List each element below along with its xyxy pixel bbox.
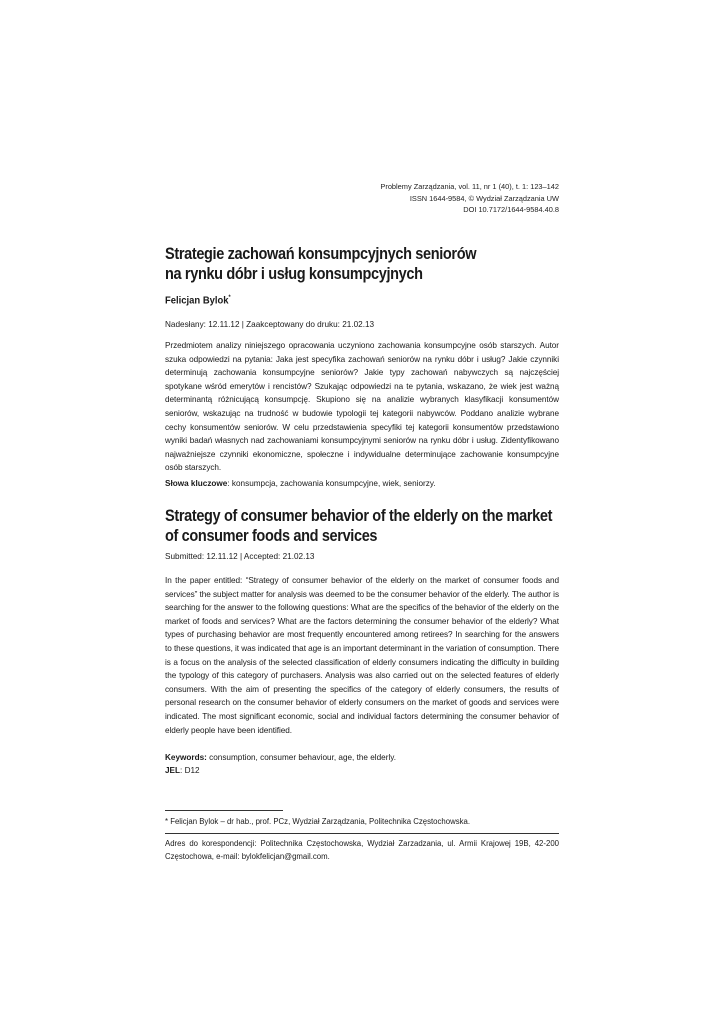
author-name — [165, 292, 520, 308]
english-title — [165, 506, 561, 546]
english-title-line2: of consumer foods and services — [165, 527, 378, 545]
polish-keywords-block — [165, 477, 559, 490]
english-title-line1: Strategy of consumer behavior of the elderly on the market — [165, 507, 553, 525]
journal-header — [380, 181, 559, 216]
polish-keywords — [165, 477, 559, 490]
english-keywords-label: Keywords: — [165, 753, 207, 762]
polish-keywords-text: : konsumpcja, zachowania konsumpcyjne, wiek, seniorzy. — [227, 479, 436, 488]
english-title-block — [165, 506, 559, 546]
author-footnote: * Felicjan Bylok – dr hab., prof. PCz, Wydział Zarządzania, Politechnika Częstochowska. — [165, 817, 471, 826]
english-abstract: In the paper entitled: “Strategy of consumer behavior of the elderly on the market of consumer foods and services” the subject matter for analysis was deemed to be the consumer behavior of the elderly. The author is searching for the answer to the following questions: What are the specifics of the behavior of the elderly on the market of foods and services? What are the factors determining the consumer behavior of the elderly? What types of purchasing behavior are most frequently encountered among retirees? In searching for the answers to these questions, it was indicated that age is an important determinant in the variation of consumption. There is a focus on the analysis of the selected classification of elderly consumers indicating the difficulty in building the typology of this category of purchasers. Analysis was also carried out on the selected features of elderly consumers. With the aim of presenting the specifics of the category of elderly consumers, the results of personal research on the consumer behavior of elderly consumers on the market of goods and services were indicated. The most significant economic, social and individual factors determining the consumer behavior of elderly people have been identified. — [165, 576, 559, 735]
journal-issn: ISSN 1644-9584, © Wydział Zarządzania UW — [409, 193, 559, 203]
english-abstract-block — [165, 574, 559, 737]
polish-title-line2: na rynku dóbr i usług konsumpcyjnych — [165, 265, 423, 283]
jel-code — [165, 764, 559, 777]
english-dates: Submitted: 12.11.12 | Accepted: 21.02.13 — [165, 552, 315, 561]
polish-title-line1: Strategie zachowań konsumpcyjnych seniorów — [165, 245, 477, 263]
jel-text: : D12 — [180, 766, 200, 776]
author-footnote-mark: * — [228, 295, 231, 301]
author-name-text: Felicjan Bylok — [165, 294, 229, 307]
author-block — [165, 292, 559, 308]
english-keywords-block — [165, 751, 559, 778]
polish-keywords-label: Słowa kluczowe — [165, 479, 228, 488]
journal-citation: Problemy Zarządzania, vol. 11, nr 1 (40), t. 1: 123–142 — [380, 182, 559, 191]
journal-doi: DOI 10.7172/1644-9584.40.8 — [463, 205, 559, 214]
footnote-divider — [165, 810, 283, 811]
polish-section — [165, 244, 559, 284]
english-keywords-text: consumption, consumer behaviour, age, the elderly. — [206, 753, 397, 762]
address-divider — [165, 833, 559, 834]
polish-abstract-block — [165, 339, 559, 475]
polish-abstract: Przedmiotem analizy niniejszego opracowania uczyniono zachowania konsumpcyjne osób starszych. Autor szuka odpowiedzi na pytania: Jaka jest specyfika zachowań seniorów na rynku dóbr i usług? Jakie czynniki determinują zachowania konsumpcyjne seniorów? Jakie typy zachowań nabywczych są najczęściej spotykane wśród emerytów i rencistów? Szukając odpowiedzi na te pytania, wskazano, że wiek jest ważną determinantą różnicującą konsumpcję. Skupiono się na analizie wybranych klasyfikacji konsumentów seniorów, wskazując na trudność w budowie typologii tej kategorii nabywców. Poddano analizie wybrane cechy konsumentów seniorów. W celu przedstawienia specyfiki tej kategorii konsumentów przedstawiono wyniki badań własnych nad zachowaniami konsumpcyjnymi seniorów na rynku dóbr i usług. Zidentyfikowano najważniejsze czynniki ekonomiczne, społeczne i indywidualne determinujące zachowanie konsumpcyjne osób starszych. — [165, 341, 559, 473]
jel-label: JEL — [165, 766, 181, 776]
correspondence-address: Adres do korespondencji: Politechnika Częstochowska, Wydział Zarzadzania, ul. Armii Krajowej 19B, 42-200 Częstochowa, e-mail: bylokfelicjan@gmail.com. — [165, 839, 559, 861]
polish-title — [165, 244, 561, 284]
polish-dates: Nadesłany: 12.11.12 | Zaakceptowany do druku: 21.02.13 — [165, 320, 375, 329]
english-keywords — [165, 751, 559, 764]
